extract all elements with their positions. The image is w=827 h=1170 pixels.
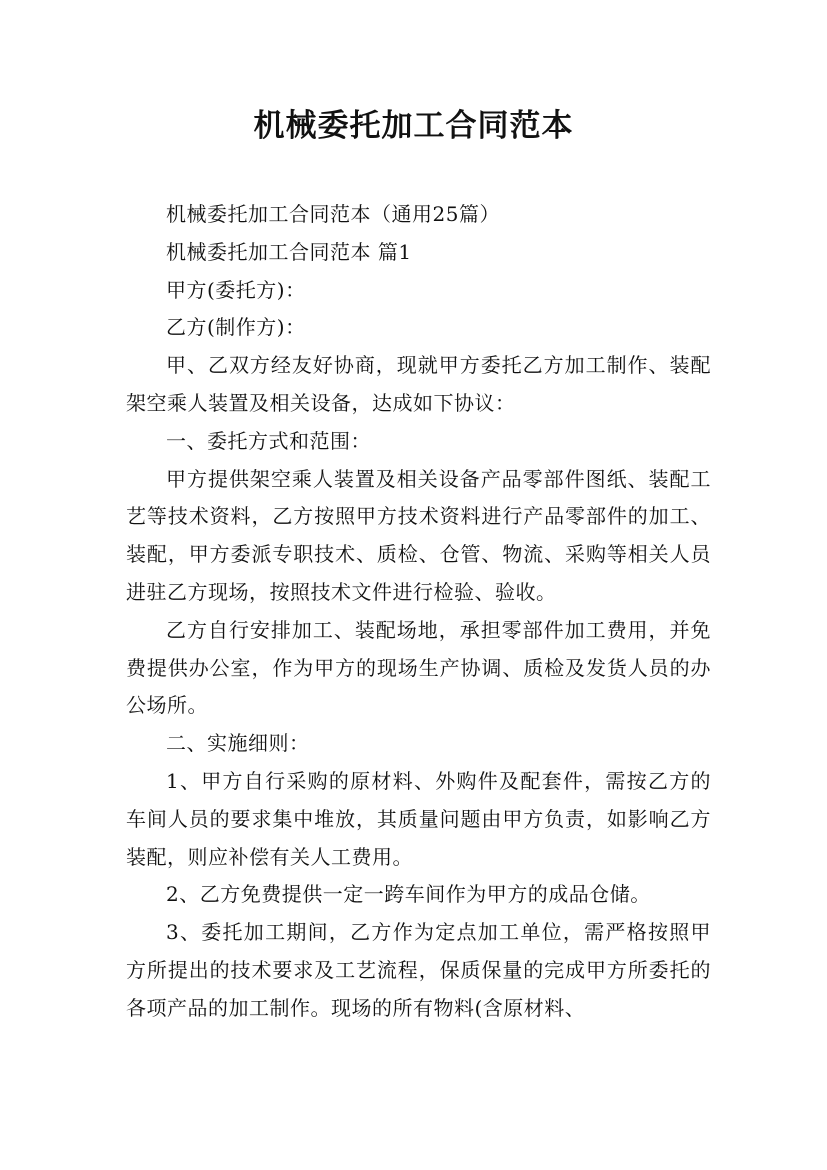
paragraph-rule-3: 3、委托加工期间，乙方作为定点加工单位，需严格按照甲方所提出的技术要求及工艺流程，保质保量的完成甲方所委托的各项产品的加工制作。现场的所有物料(含原材料、 <box>126 920 711 1020</box>
paragraph-party-b: 乙方(制作方)： <box>166 315 306 340</box>
paragraph-article-heading: 机械委托加工合同范本 篇1 <box>166 239 412 264</box>
paragraph-party-a: 甲方(委托方)： <box>166 277 306 302</box>
section-heading-rules: 二、实施细则： <box>166 731 310 756</box>
document-body <box>126 196 711 1028</box>
paragraph-scope-2: 乙方自行安排加工、装配场地，承担零部件加工费用，并免费提供办公室，作为甲方的现场生产协调、质检及发货人员的办公场所。 <box>126 617 711 718</box>
paragraph-preamble: 甲、乙双方经友好协商，现就甲方委托乙方加工制作、装配架空乘人装置及相关设备，达成如下协议： <box>126 353 711 415</box>
section-heading-scope: 一、委托方式和范围： <box>166 428 371 453</box>
paragraph-rule-2: 2、乙方免费提供一定一跨车间作为甲方的成品仓储。 <box>166 882 651 907</box>
paragraph-subtitle: 机械委托加工合同范本（通用25篇） <box>166 202 500 226</box>
paragraph-scope-1: 甲方提供架空乘人装置及相关设备产品零部件图纸、装配工艺等技术资料，乙方按照甲方技术资料进行产品零部件的加工、装配，甲方委派专职技术、质检、仓管、物流、采购等相关人员进驻乙方现场，按照技术文件进行检验、验收。 <box>126 466 711 604</box>
paragraph-rule-1: 1、甲方自行采购的原材料、外购件及配套件，需按乙方的车间人员的要求集中堆放，其质量问题由甲方负责，如影响乙方装配，则应补偿有关人工费用。 <box>126 768 711 869</box>
document-title: 机械委托加工合同范本 <box>253 108 574 144</box>
